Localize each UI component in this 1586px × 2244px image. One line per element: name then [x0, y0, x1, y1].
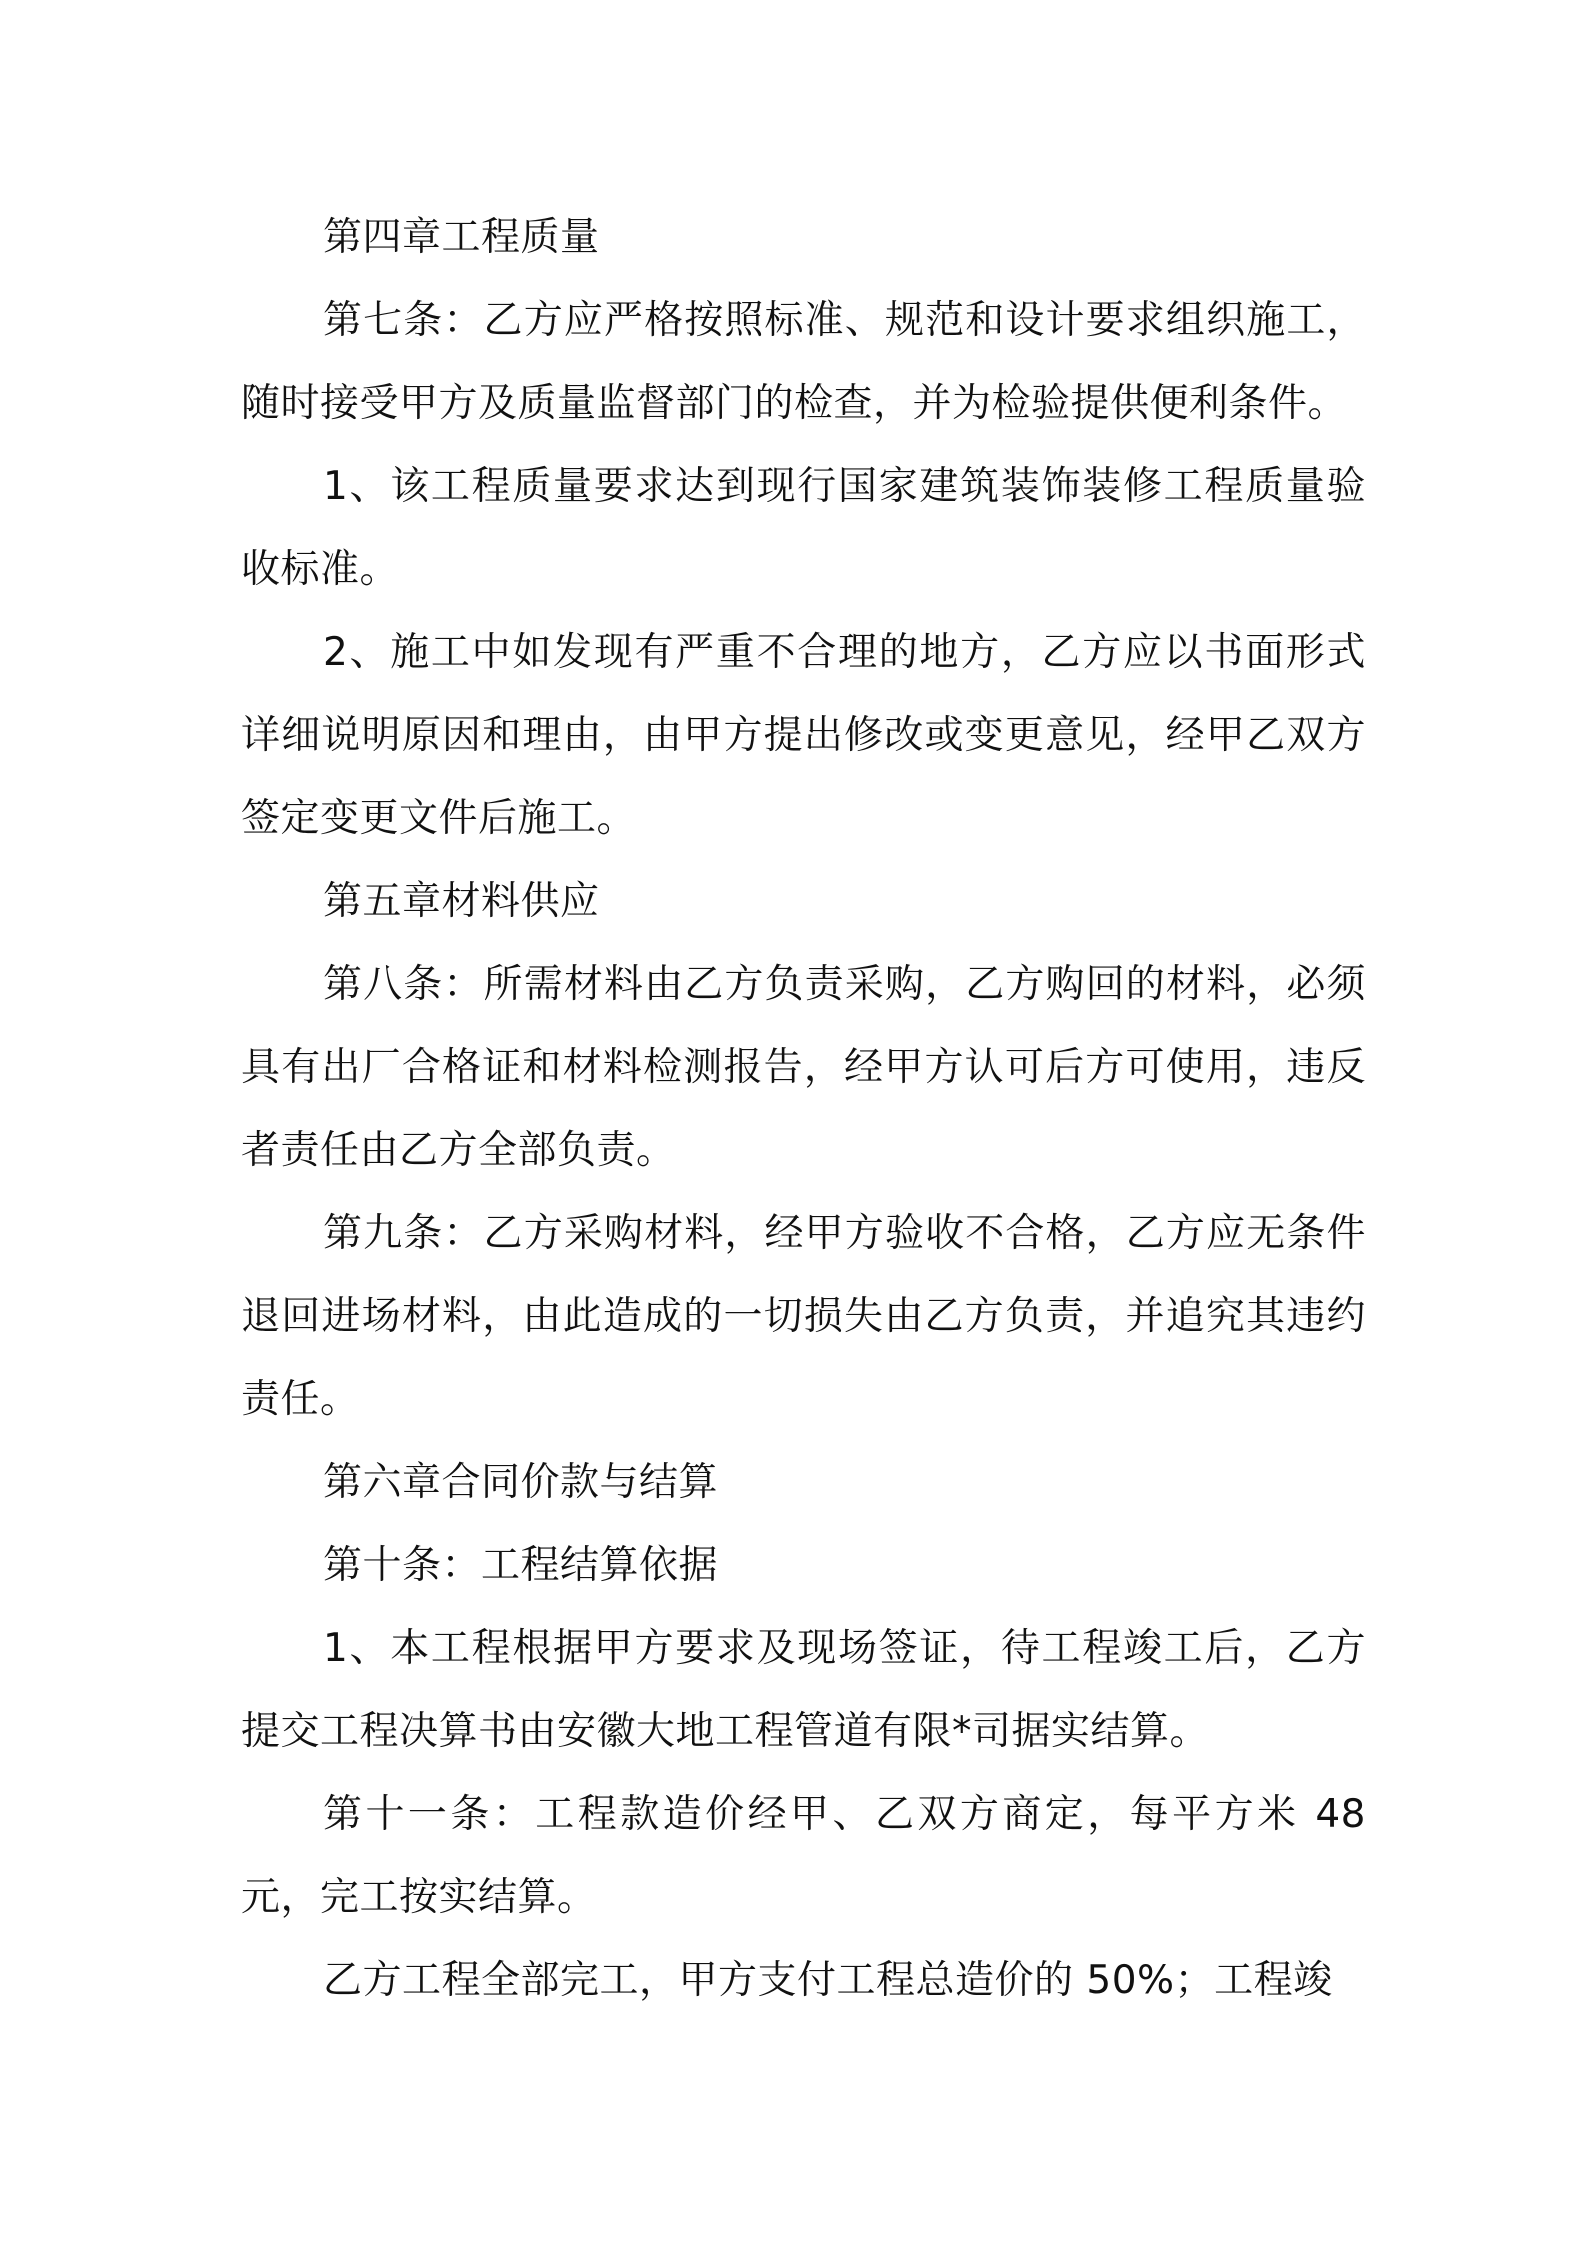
document-body [241, 196, 1366, 2022]
chapter-5-heading: 第五章材料供应 [323, 879, 600, 924]
article-10-item-1: 1、本工程根据甲方要求及现场签证，待工程竣工后，乙方提交工程决算书由安徽大地工程管道有限*司据实结算。 [241, 1626, 1366, 1754]
article-7-item-2: 2、施工中如发现有严重不合理的地方，乙方应以书面形式详细说明原因和理由，由甲方提出修改或变更意见，经甲乙双方签定变更文件后施工。 [241, 630, 1366, 841]
chapter-6-heading: 第六章合同价款与结算 [323, 1460, 719, 1505]
payment-paragraph: 乙方工程全部完工，甲方支付工程总造价的 50%；工程竣 [323, 1958, 1333, 2003]
article-9: 第九条：乙方采购材料，经甲方验收不合格，乙方应无条件退回进场材料，由此造成的一切损失由乙方负责，并追究其违约责任。 [241, 1211, 1366, 1422]
article-10: 第十条：工程结算依据 [323, 1543, 719, 1588]
chapter-4-heading: 第四章工程质量 [323, 215, 600, 260]
article-11: 第十一条：工程款造价经甲、乙双方商定，每平方米 48 元，完工按实结算。 [241, 1792, 1366, 1920]
article-8: 第八条：所需材料由乙方负责采购，乙方购回的材料，必须具有出厂合格证和材料检测报告，经甲方认可后方可使用，违反者责任由乙方全部负责。 [241, 962, 1366, 1173]
article-7: 第七条：乙方应严格按照标准、规范和设计要求组织施工，随时接受甲方及质量监督部门的检查，并为检验提供便利条件。 [241, 298, 1366, 426]
article-7-item-1: 1、该工程质量要求达到现行国家建筑装饰装修工程质量验收标准。 [241, 464, 1366, 592]
